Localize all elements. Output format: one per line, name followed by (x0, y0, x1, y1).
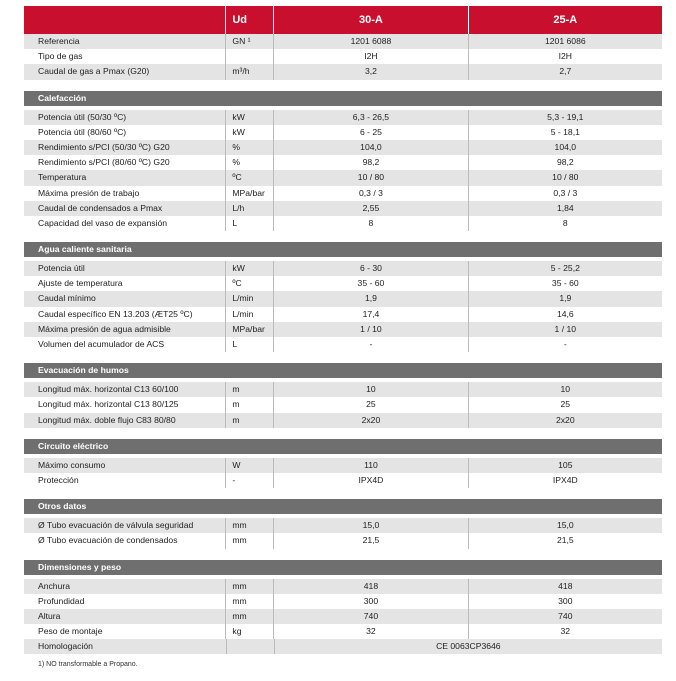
row-value-30a: 10 (273, 382, 467, 397)
table-row (24, 624, 662, 639)
section-gap (24, 488, 662, 499)
row-label: Ajuste de temperatura (38, 278, 123, 289)
row-value-30a: 1201 6088 (273, 34, 467, 49)
row-value-25a: 8 (468, 216, 662, 231)
row-unit: MPa/bar (225, 186, 273, 201)
header-model-25a: 25-A (468, 6, 662, 34)
row-label: Anchura (38, 580, 71, 591)
row-value-30a: 98,2 (273, 155, 467, 170)
row-unit: ºC (225, 170, 273, 185)
row-label: Rendimiento s/PCI (80/60 ºC) G20 (38, 157, 170, 168)
row-unit: L (225, 216, 273, 231)
section-title: Evacuación de humos (24, 363, 662, 378)
row-value-25a: - (468, 337, 662, 352)
row-value-30a: 21,5 (273, 533, 467, 548)
row-value-25a: 25 (468, 397, 662, 412)
table-row (24, 579, 662, 594)
table-row (24, 186, 662, 201)
row-value-25a: 10 / 80 (468, 170, 662, 185)
row-value-25a: 0,3 / 3 (468, 186, 662, 201)
table-row (24, 307, 662, 322)
row-value-30a: 110 (273, 458, 467, 473)
row-value-30a: 1,9 (273, 291, 467, 306)
row-value-30a: 300 (273, 594, 467, 609)
row-unit: m (225, 397, 273, 412)
row-unit: mm (225, 518, 273, 533)
section-title: Dimensiones y peso (24, 560, 662, 575)
row-unit: mm (225, 579, 273, 594)
row-value-25a: 21,5 (468, 533, 662, 548)
row-label: Longitud máx. horizontal C13 60/100 (38, 384, 179, 395)
row-label: Potencia útil (80/60 ºC) (38, 126, 127, 137)
row-label: Referencia (38, 36, 80, 46)
spec-table (24, 6, 662, 654)
section-gap (24, 80, 662, 91)
row-label: Peso de montaje (38, 626, 103, 637)
row-label: Homologación (38, 641, 93, 652)
table-row (24, 261, 662, 276)
table-row (24, 140, 662, 155)
row-value-30a: 35 - 60 (273, 276, 467, 291)
row-unit: MPa/bar (225, 322, 273, 337)
section-gap (24, 428, 662, 439)
table-row (24, 382, 662, 397)
row-label: Máximo consumo (38, 459, 106, 470)
row-value-25a: 98,2 (468, 155, 662, 170)
row-value-30a: 3,2 (273, 64, 467, 79)
row-value-25a: 418 (468, 579, 662, 594)
row-label: Caudal de condensados a Pmax (38, 202, 163, 213)
row-label: Capacidad del vaso de expansión (38, 217, 167, 228)
row-value-30a: 6 - 25 (273, 125, 467, 140)
row-label: Ø Tubo evacuación de condensados (38, 535, 178, 546)
table-row (24, 397, 662, 412)
row-label: Ø Tubo evacuación de válvula seguridad (38, 520, 194, 531)
row-value-25a: 10 (468, 382, 662, 397)
row-unit: L/h (225, 201, 273, 216)
header-unit: Ud (225, 6, 273, 34)
section-gap (24, 549, 662, 560)
row-unit: kW (225, 110, 273, 125)
row-value-30a: 104,0 (273, 140, 467, 155)
section-title: Agua caliente sanitaria (24, 242, 662, 257)
table-row (24, 533, 662, 548)
row-label: Temperatura (38, 172, 87, 183)
row-unit: mm (225, 533, 273, 548)
table-row (24, 110, 662, 125)
row-value-25a: 15,0 (468, 518, 662, 533)
row-label: Altura (38, 610, 61, 621)
row-value-30a: 25 (273, 397, 467, 412)
table-row (24, 413, 662, 428)
table-row (24, 609, 662, 624)
row-value-25a: I2H (468, 49, 662, 64)
row-value-25a: 104,0 (468, 140, 662, 155)
row-unit: GN ¹ (225, 34, 273, 49)
row-unit: L/min (225, 307, 273, 322)
table-row (24, 291, 662, 306)
row-value-25a: 740 (468, 609, 662, 624)
row-value-25a: 300 (468, 594, 662, 609)
row-unit: kW (225, 125, 273, 140)
row-unit: kg (225, 624, 273, 639)
row-value-25a: 5 - 25,2 (468, 261, 662, 276)
row-unit: L/min (225, 291, 273, 306)
row-value-span: CE 0063CP3646 (274, 639, 662, 654)
row-value-30a: 10 / 80 (273, 170, 467, 185)
row-label: Caudal mínimo (38, 293, 96, 304)
table-row (24, 594, 662, 609)
table-row (24, 473, 662, 488)
row-unit: L (225, 337, 273, 352)
table-row (24, 49, 662, 64)
row-value-30a: 32 (273, 624, 467, 639)
table-row (24, 34, 662, 49)
table-row (24, 337, 662, 352)
row-value-30a: 418 (273, 579, 467, 594)
row-value-25a: 105 (468, 458, 662, 473)
row-unit: m³/h (225, 64, 273, 79)
row-unit (225, 49, 273, 64)
table-body (24, 34, 662, 654)
row-value-30a: 17,4 (273, 307, 467, 322)
row-value-25a: 5 - 18,1 (468, 125, 662, 140)
row-value-25a: 14,6 (468, 307, 662, 322)
row-value-25a: 1201 6086 (468, 34, 662, 49)
section-title: Calefacción (24, 91, 662, 106)
row-value-25a: IPX4D (468, 473, 662, 488)
row-unit: ºC (225, 276, 273, 291)
row-unit: mm (225, 609, 273, 624)
row-value-25a: 32 (468, 624, 662, 639)
row-value-30a: I2H (273, 49, 467, 64)
row-label: Protección (38, 474, 79, 485)
row-unit: W (225, 458, 273, 473)
section-title: Circuito eléctrico (24, 439, 662, 454)
table-row (24, 155, 662, 170)
row-value-30a: 0,3 / 3 (273, 186, 467, 201)
row-value-30a: 8 (273, 216, 467, 231)
row-unit: % (225, 155, 273, 170)
row-value-30a: 2,55 (273, 201, 467, 216)
row-value-30a: 740 (273, 609, 467, 624)
header-blank (24, 6, 225, 34)
table-row (24, 170, 662, 185)
row-value-30a: - (273, 337, 467, 352)
row-unit (226, 639, 274, 654)
row-unit: kW (225, 261, 273, 276)
section-gap (24, 352, 662, 363)
row-label: Máxima presión de agua admisible (38, 323, 171, 334)
table-row (24, 322, 662, 337)
row-unit: m (225, 382, 273, 397)
row-value-30a: 6 - 30 (273, 261, 467, 276)
row-value-25a: 1,9 (468, 291, 662, 306)
row-value-30a: 1 / 10 (273, 322, 467, 337)
row-value-30a: IPX4D (273, 473, 467, 488)
row-value-25a: 1,84 (468, 201, 662, 216)
row-label: Tipo de gas (38, 51, 83, 62)
row-value-25a: 5,3 - 19,1 (468, 110, 662, 125)
row-value-25a: 2,7 (468, 64, 662, 79)
row-unit: m (225, 413, 273, 428)
row-value-30a: 6,3 - 26,5 (273, 110, 467, 125)
row-label: Volumen del acumulador de ACS (38, 339, 165, 349)
table-row (24, 458, 662, 473)
row-label: Caudal específico EN 13.203 (ÆT25 ºC) (38, 308, 193, 319)
row-label: Profundidad (38, 595, 85, 606)
row-unit: - (225, 473, 273, 488)
row-label: Potencia útil (50/30 ºC) (38, 111, 127, 122)
table-row (24, 276, 662, 291)
row-value-25a: 2x20 (468, 413, 662, 428)
row-value-25a: 1 / 10 (468, 322, 662, 337)
table-header (24, 6, 662, 34)
row-label: Potencia útil (38, 263, 85, 274)
row-unit: % (225, 140, 273, 155)
row-label: Longitud máx. horizontal C13 80/125 (38, 399, 179, 410)
section-title: Otros datos (24, 499, 662, 514)
row-label: Longitud máx. doble flujo C83 80/80 (38, 414, 176, 425)
table-row (24, 125, 662, 140)
row-value-25a: 35 - 60 (468, 276, 662, 291)
table-row (24, 518, 662, 533)
section-gap (24, 231, 662, 242)
row-value-30a: 2x20 (273, 413, 467, 428)
row-label: Caudal de gas a Pmax (G20) (38, 66, 150, 77)
header-model-30a: 30-A (273, 6, 467, 34)
footnote: 1) NO transformable a Propano. (38, 661, 138, 668)
row-label: Máxima presión de trabajo (38, 187, 140, 198)
row-label: Rendimiento s/PCI (50/30 ºC) G20 (38, 141, 170, 152)
table-row (24, 639, 662, 654)
row-value-30a: 15,0 (273, 518, 467, 533)
table-row (24, 201, 662, 216)
table-row (24, 216, 662, 231)
row-unit: mm (225, 594, 273, 609)
table-row (24, 64, 662, 79)
